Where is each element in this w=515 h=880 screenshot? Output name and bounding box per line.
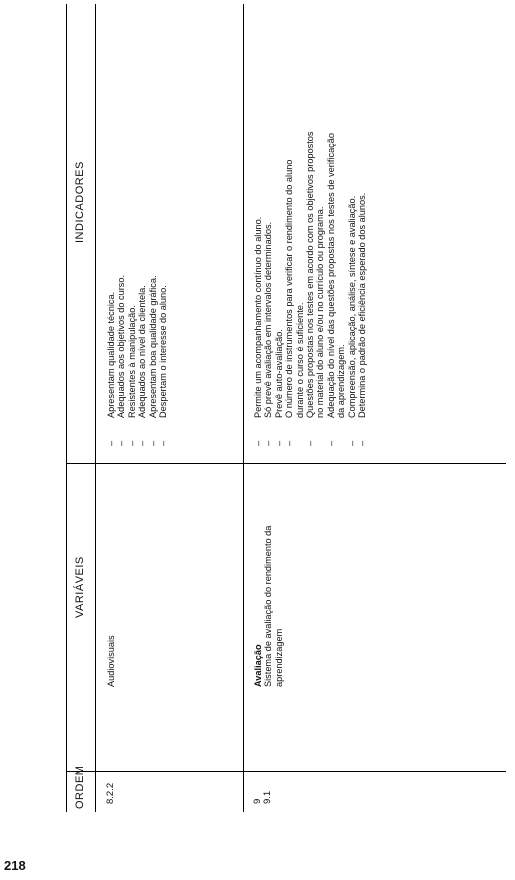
row2-variavel-line1: Sistema de avaliação do rendimento da xyxy=(263,525,274,687)
row2-ordem-a: 9 xyxy=(252,798,263,804)
header-ordem: ORDEM xyxy=(74,765,86,809)
list-item-continuation: no material do aluno e/ou no currículo ou programa. xyxy=(315,206,326,418)
list-item: –Apresentam boa qualidade gráfica. xyxy=(147,275,158,446)
header-indicadores: INDICADORES xyxy=(74,161,86,243)
row2-ordem xyxy=(253,791,274,804)
list-item: –Apresentam qualidade técnica. xyxy=(106,291,116,446)
header-variaveis: VARIÁVEIS xyxy=(74,556,86,618)
list-item-continuation: durante o curso é suficiente. xyxy=(294,302,305,418)
row2-indicadores xyxy=(253,131,368,446)
list-item: –Questões propostas nos testes em acordo com os objetivos propostos xyxy=(305,131,316,446)
list-item-continuation: da aprendizagem. xyxy=(336,344,347,418)
list-item: –Compreensão, aplicação, análise, síntese e avaliação. xyxy=(346,195,357,446)
list-item: –Adequados ao nível da clientela. xyxy=(137,285,148,446)
header-bottom-rule xyxy=(95,4,96,812)
row1-indicadores xyxy=(106,274,169,446)
list-item: –Prevê auto-avaliação. xyxy=(273,329,284,446)
list-item: –Resistentes à manipulação. xyxy=(126,305,137,446)
row-divider xyxy=(243,4,244,812)
list-item: –Só prevê avaliação em intervalos determinados. xyxy=(263,221,274,446)
row2-ordem-b: 9.1 xyxy=(262,790,274,804)
row2-variavel xyxy=(253,526,284,687)
row2-variavel-line2: aprendizagem xyxy=(273,628,284,687)
row2-variavel-title: Avaliação xyxy=(253,644,263,687)
page-number: 218 xyxy=(4,858,26,873)
list-item: –Despertam o interesse do aluno. xyxy=(158,285,169,446)
row1-ordem: 8.2.2 xyxy=(105,782,116,804)
column-divider-2 xyxy=(66,463,506,464)
list-item: –Adequação do nível das questões propostas nos testes de verificação xyxy=(325,133,336,446)
row1-variavel: Audiovisuais xyxy=(106,635,116,687)
list-item: –Determina o padrão de eficiência esperado dos alunos. xyxy=(357,192,368,446)
column-divider-1 xyxy=(66,771,506,772)
list-item: –Permite um acompanhamento contínuo do aluno. xyxy=(253,216,263,446)
list-item: –Adequados aos objetivos do curso. xyxy=(116,274,127,446)
table-top-border xyxy=(66,4,67,812)
list-item: –O número de instrumentos para verificar o rendimento do aluno xyxy=(284,159,295,446)
